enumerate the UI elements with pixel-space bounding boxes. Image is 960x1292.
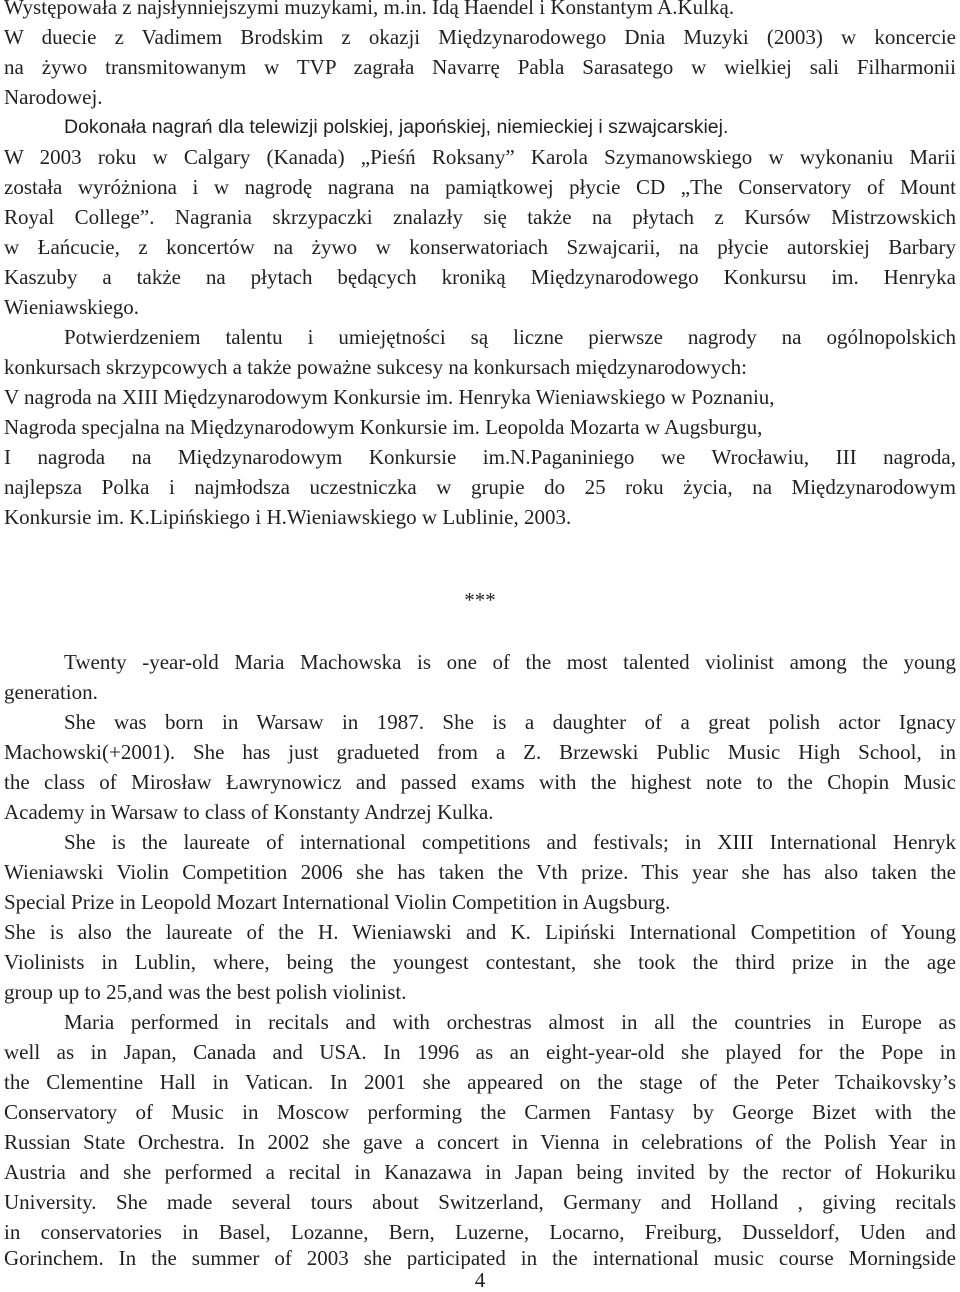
text-line: Academy in Warsaw to class of Konstanty Andrzej Kulka. (4, 800, 494, 824)
text-line: W 2003 roku w Calgary (Kanada) „Pieśń Roksany” Karola Szymanowskiego w wykonaniu Marii (4, 145, 956, 169)
text-line: Występowała z najsłynniejszymi muzykami, m.in. Idą Haendel i Konstantym A.Kulką. (4, 0, 735, 19)
text-line: the class of Mirosław Ławrynowicz and passed exams with the highest note to the Chopin Music (4, 770, 956, 794)
text-line: Violinists in Lublin, where, being the youngest contestant, she took the third prize in the age (4, 950, 956, 974)
text-line: Dokonała nagrań dla telewizji polskiej, japońskiej, niemieckiej i szwajcarskiej. (64, 116, 729, 138)
page-number: 4 (474, 1268, 486, 1292)
text-line: Gorinchem. In the summer of 2003 she participated in the international music course Morningside (4, 1247, 956, 1269)
text-line: She was born in Warsaw in 1987. She is a daughter of a great polish actor Ignacy (64, 710, 956, 734)
text-line: Wieniawskiego. (4, 295, 140, 319)
text-line: group up to 25,and was the best polish violinist. (4, 980, 407, 1004)
text-line: Twenty -year-old Maria Machowska is one of the most talented violinist among the young (64, 650, 956, 674)
text-line: w Łańcucie, z koncertów na żywo w konserwatoriach Szwajcarii, na płycie autorskiej Barbary (4, 235, 956, 259)
text-line: She is also the laureate of the H. Wieniawski and K. Lipiński International Competition of Young (4, 920, 956, 944)
text-line: konkursach skrzypcowych a także poważne sukcesy na konkursach międzynarodowych: (4, 355, 747, 379)
text-line: the Clementine Hall in Vatican. In 2001 she appeared on the stage of the Peter Tchaikovsky’s (4, 1070, 956, 1094)
text-line: Russian State Orchestra. In 2002 she gave a concert in Vienna in celebrations of the Polish Year in (4, 1130, 956, 1154)
text-line: na żywo transmitowanym w TVP zagrała Navarrę Pabla Sarasatego w wielkiej sali Filharmonii (4, 55, 956, 79)
text-line: I nagroda na Międzynarodowym Konkursie im.N.Paganiniego we Wrocławiu, III nagroda, (4, 445, 956, 469)
text-line: Wieniawski Violin Competition 2006 she has taken the Vth prize. This year she has also taken the (4, 860, 956, 884)
text-line: Austria and she performed a recital in Kanazawa in Japan being invited by the rector of Hokuriku (4, 1160, 956, 1184)
section-separator: *** (464, 588, 496, 612)
text-line: well as in Japan, Canada and USA. In 1996 as an eight-year-old she played for the Pope in (4, 1040, 956, 1064)
text-line: Konkursie im. K.Lipińskiego i H.Wieniawskiego w Lublinie, 2003. (4, 505, 572, 529)
text-line: in conservatories in Basel, Lozanne, Bern, Luzerne, Locarno, Freiburg, Dusseldorf, Uden and (4, 1220, 956, 1244)
text-line: V nagroda na XIII Międzynarodowym Konkursie im. Henryka Wieniawskiego w Poznaniu, (4, 385, 775, 409)
text-line: została wyróżniona i w nagrodę nagrana na pamiątkowej płycie CD „The Conservatory of Mount (4, 175, 956, 199)
text-line: She is the laureate of international competitions and festivals; in XIII International Henryk (64, 830, 956, 854)
text-line: Machowski(+2001). She has just gradueted from a Z. Brzewski Public Music High School, in (4, 740, 956, 764)
text-line: Kaszuby a także na płytach będących kroniką Międzynarodowego Konkursu im. Henryka (4, 265, 956, 289)
text-line: W duecie z Vadimem Brodskim z okazji Międzynarodowego Dnia Muzyki (2003) w koncercie (4, 25, 956, 49)
text-line: najlepsza Polka i najmłodsza uczestniczka w grupie do 25 roku życia, na Międzynarodowym (4, 475, 956, 499)
text-line: Special Prize in Leopold Mozart International Violin Competition in Augsburg. (4, 890, 671, 914)
text-line: University. She made several tours about Switzerland, Germany and Holland , giving recitals (4, 1190, 956, 1214)
text-line: Potwierdzeniem talentu i umiejętności są liczne pierwsze nagrody na ogólnopolskich (64, 325, 956, 349)
text-line: Royal College”. Nagrania skrzypaczki znalazły się także na płytach z Kursów Mistrzowskich (4, 205, 956, 229)
text-line: Conservatory of Music in Moscow performing the Carmen Fantasy by George Bizet with the (4, 1100, 956, 1124)
text-line: Nagroda specjalna na Międzynarodowym Konkursie im. Leopolda Mozarta w Augsburgu, (4, 415, 763, 439)
text-line: Narodowej. (4, 85, 103, 109)
text-line: Maria performed in recitals and with orchestras almost in all the countries in Europe as (64, 1010, 956, 1034)
text-line: generation. (4, 680, 98, 704)
